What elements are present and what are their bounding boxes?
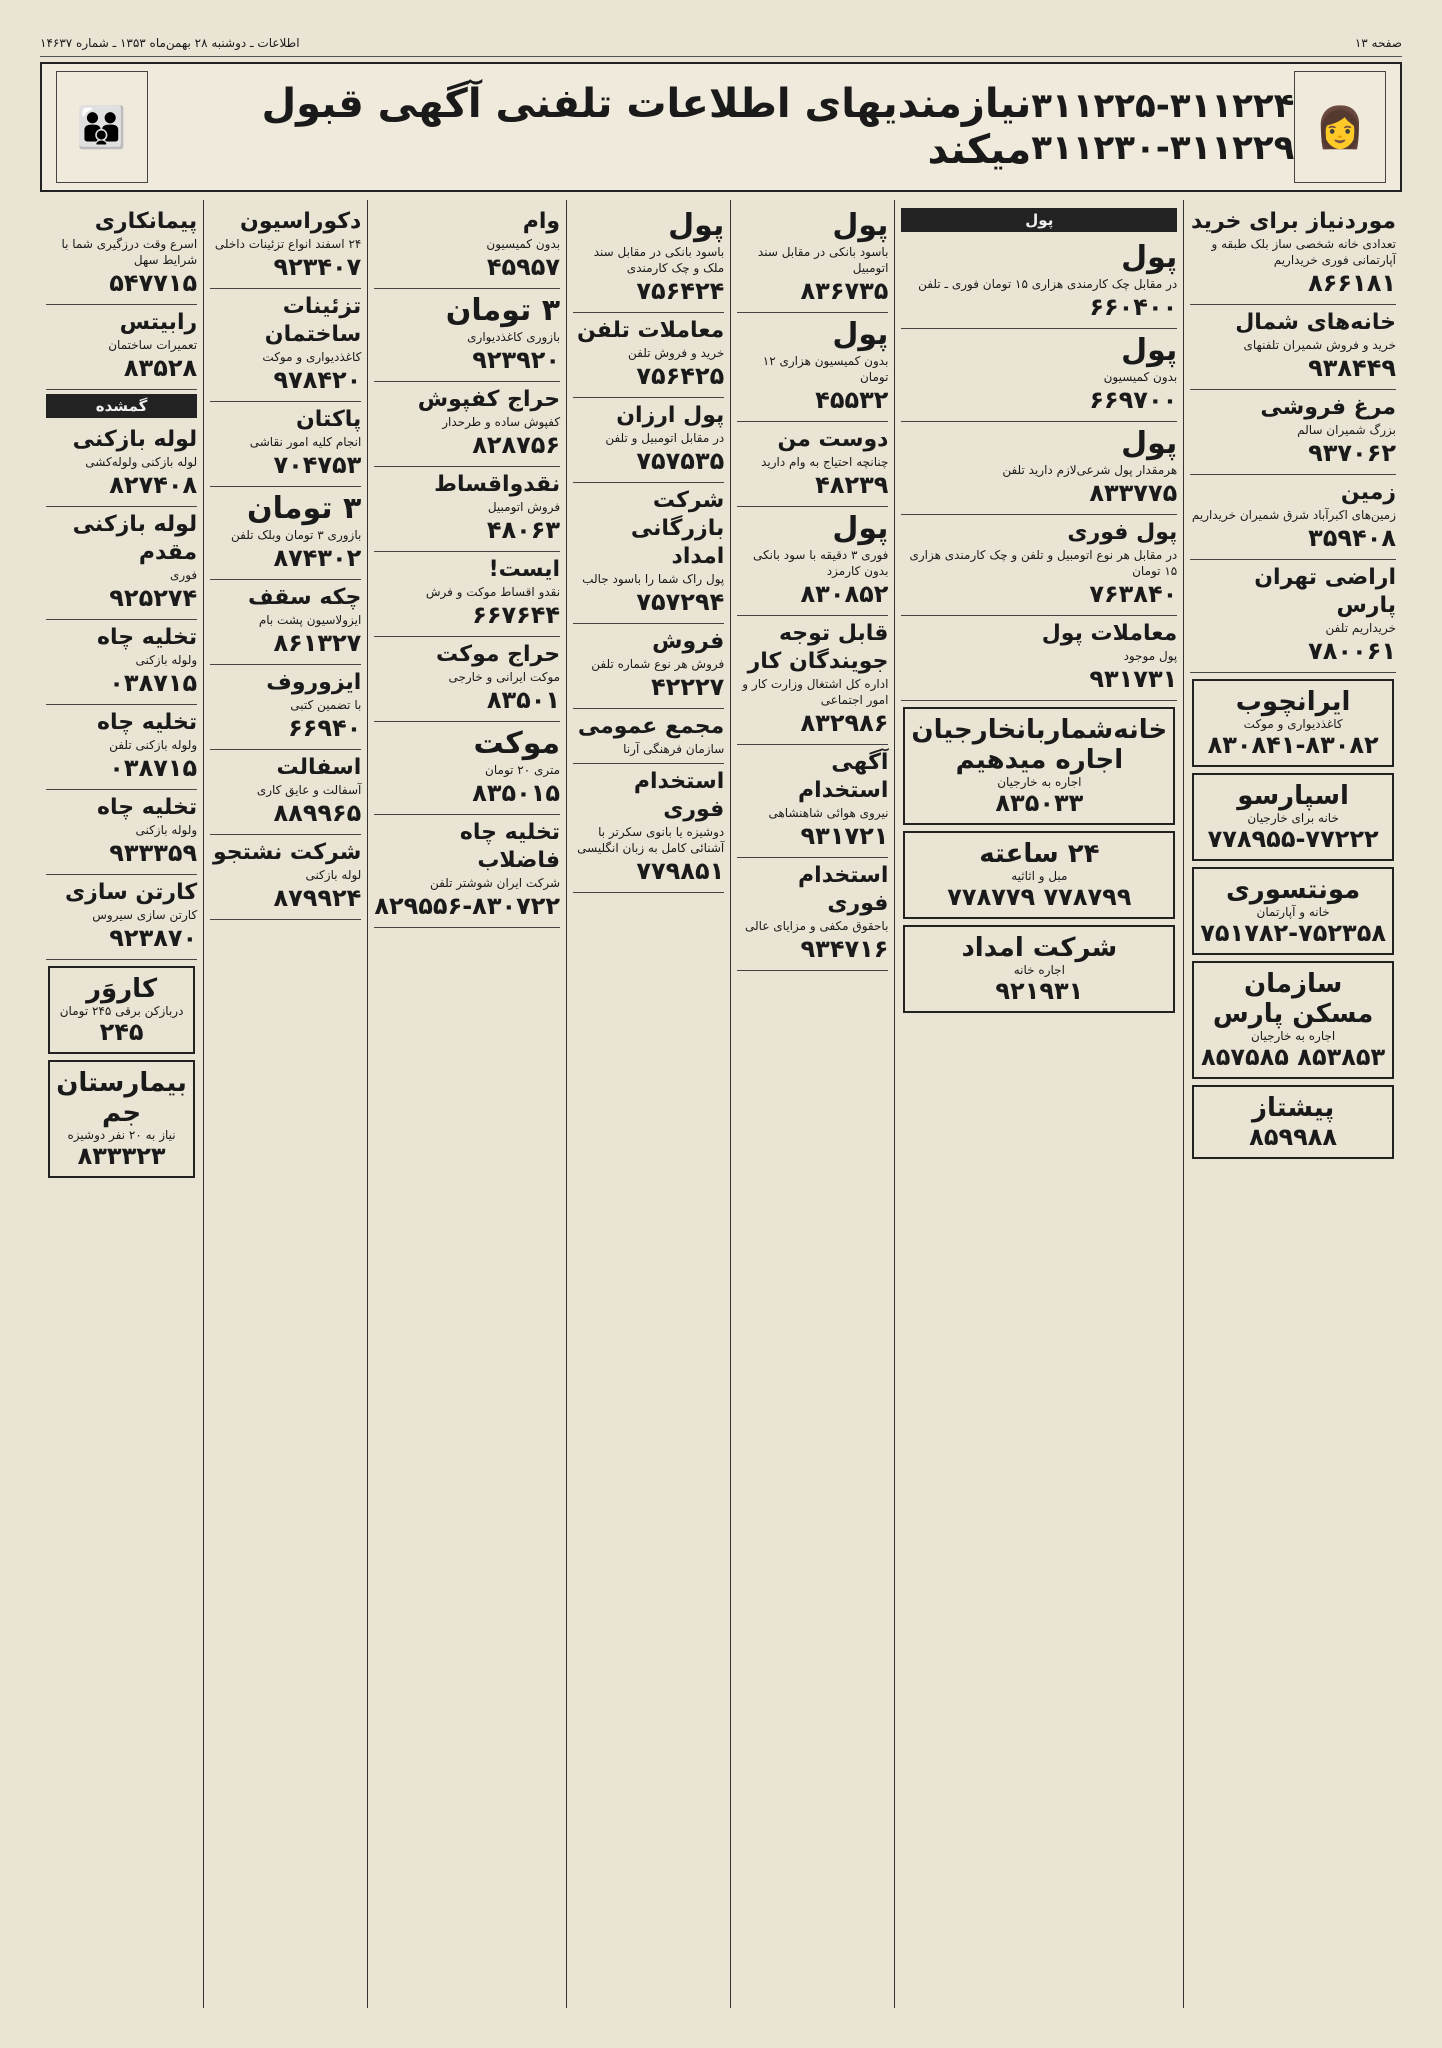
ad bbox=[46, 875, 197, 960]
ad-phone: ۷۵۶۴۲۵ bbox=[636, 362, 725, 390]
box-sub: خانه برای خارجیان bbox=[1247, 811, 1339, 825]
ad-phone: ۶۶۹۴۰ bbox=[288, 714, 362, 742]
ad-phone: ۹۳۱۷۳۱ bbox=[1089, 665, 1178, 693]
ad-phone: ۹۳۳۳۵۹ bbox=[109, 839, 198, 867]
box-sub: نیاز به ۲۰ نفر دوشیزه bbox=[67, 1128, 176, 1142]
ad bbox=[901, 515, 1177, 616]
ad-head: زمین bbox=[1340, 480, 1396, 505]
box-ad bbox=[1192, 679, 1394, 767]
ad-phone: ۸۷۴۳۰۲ bbox=[273, 544, 362, 572]
ad-body: کفپوش ساده و طرحدار bbox=[442, 415, 561, 429]
ad bbox=[210, 402, 361, 487]
box-sub: اجاره خانه bbox=[1013, 963, 1065, 977]
ad bbox=[374, 204, 560, 289]
woman-illustration-icon: 👩 bbox=[1294, 71, 1386, 183]
ad-body: فروش هر نوع شماره تلفن bbox=[591, 657, 725, 671]
ad-body: آسفالت و عایق کاری bbox=[256, 783, 362, 797]
ad-head: موردنیاز برای خرید bbox=[1190, 209, 1396, 234]
ad-phone: ۸۳۲۹۸۶ bbox=[800, 709, 889, 737]
ad-phone: ۳۵۹۴۰۸ bbox=[1308, 524, 1396, 552]
section-heading: پول bbox=[901, 208, 1177, 232]
ad-body: لوله بازکنی bbox=[305, 868, 362, 882]
box-title: ایرانچوب bbox=[1235, 687, 1351, 717]
ad-body: نقدو اقساط موکت و فرش bbox=[425, 585, 561, 599]
ad-head: اسفالت bbox=[276, 755, 362, 780]
ad bbox=[1190, 204, 1396, 305]
page-header bbox=[40, 30, 1402, 57]
ad-head: تخلیه چاه bbox=[96, 710, 198, 735]
ad bbox=[46, 422, 197, 507]
ad-phone: ۷۵۷۵۳۵ bbox=[636, 447, 725, 475]
box-phone: ۷۷۸۷۹۹ ۷۷۸۷۷۹ bbox=[947, 883, 1132, 911]
box-ad bbox=[903, 707, 1175, 825]
ad-big: پول bbox=[1121, 333, 1178, 368]
ad bbox=[374, 637, 560, 722]
ad bbox=[374, 467, 560, 552]
ad-body: هرمقدار پول شرعی‌لازم دارید تلفن bbox=[1002, 463, 1178, 477]
ad bbox=[573, 764, 724, 893]
column-4 bbox=[566, 200, 730, 2008]
ad bbox=[737, 858, 888, 971]
ad-phone: ۸۶۶۱۸۱ bbox=[1308, 269, 1396, 297]
ad-body: ولوله بازکنی bbox=[135, 823, 198, 837]
ad-phone: ۹۳۸۴۴۹ bbox=[1308, 354, 1396, 382]
ad-body: ولوله بازکنی تلفن bbox=[109, 738, 198, 752]
ad-phone: ۸۳۰۸۵۲ bbox=[800, 580, 889, 608]
ad-big: پول bbox=[832, 317, 889, 352]
ad bbox=[374, 289, 560, 382]
box-ad bbox=[903, 925, 1175, 1013]
ad-body: پول موجود bbox=[1123, 649, 1178, 663]
banner-phones bbox=[1031, 85, 1294, 169]
ad bbox=[1190, 390, 1396, 475]
ad-body: باحقوق مکفی و مزایای عالی bbox=[745, 919, 889, 933]
ad bbox=[374, 552, 560, 637]
box-phone: ۸۳۵۰۳۳ bbox=[995, 789, 1084, 817]
box-sub: کاغذدیواری و موکت bbox=[1243, 717, 1343, 731]
ad-phone: ۷۷۹۸۵۱ bbox=[636, 857, 725, 885]
ad bbox=[46, 305, 197, 390]
ad-head: پول ارزان bbox=[616, 403, 725, 428]
ad bbox=[1190, 560, 1396, 673]
ad-head: کارتن سازی bbox=[64, 880, 198, 905]
box-phone: ۸۳۰۸۴۱-۸۳۰۸۲ bbox=[1207, 731, 1379, 759]
ad-phone: ۷۶۳۸۴۰ bbox=[1089, 580, 1178, 608]
ad-body: شرکت ایران شوشتر تلفن bbox=[429, 876, 561, 890]
ad-body: باسود بانکی در مقابل سند اتومبیل bbox=[757, 245, 889, 275]
ad-head: پیمانکاری bbox=[94, 209, 198, 234]
ad-head: استخدام فوری bbox=[798, 863, 889, 916]
issue-info: اطلاعات ـ دوشنبه ۲۸ بهمن‌ماه ۱۳۵۳ ـ شماره ۱۴۶۳۷ bbox=[40, 36, 300, 50]
ad-head: حراج موکت bbox=[435, 642, 561, 667]
box-ad bbox=[1192, 961, 1394, 1079]
ad-body: لوله بازکنی ولوله‌کشی bbox=[85, 455, 198, 469]
ad-body: نیروی هوائی شاهنشاهی bbox=[768, 806, 889, 820]
ad-head: تخلیه چاه bbox=[96, 795, 198, 820]
box-phone: ۷۷۸۹۵۵-۷۷۲۲۲ bbox=[1207, 825, 1379, 853]
ad-body: بازوری کاغذدیواری bbox=[467, 330, 561, 344]
ad-phone: ۸۷۹۹۲۴ bbox=[273, 884, 362, 912]
column-5 bbox=[367, 200, 566, 2008]
box-phone: ۷۵۱۷۸۲-۷۵۲۳۵۸ bbox=[1200, 919, 1386, 947]
ad bbox=[46, 204, 197, 305]
ad-phone: ۹۲۳۸۷۰ bbox=[109, 924, 198, 952]
ad-body: بزرگ شمیران سالم bbox=[1297, 423, 1396, 437]
ad bbox=[573, 204, 724, 313]
ad-big: پول bbox=[1121, 240, 1178, 275]
column-7 bbox=[40, 200, 203, 2008]
column-3 bbox=[730, 200, 894, 2008]
box-title: خانه‌شماربانخارجیان اجاره میدهیم bbox=[911, 715, 1168, 775]
box-ad bbox=[903, 831, 1175, 919]
ad-head: دوست من bbox=[777, 427, 889, 452]
ad bbox=[210, 487, 361, 580]
ad bbox=[737, 313, 888, 422]
ad-head: تزئینات ساختمان bbox=[264, 294, 362, 347]
ad-phone: ۴۸۲۳۹ bbox=[815, 471, 889, 499]
ad bbox=[901, 616, 1177, 701]
ad-body: کاغذدیواری و موکت bbox=[262, 350, 362, 364]
ad bbox=[46, 507, 197, 620]
ad-head: ایست! bbox=[488, 557, 561, 582]
ad-phone: ۹۷۸۴۲۰ bbox=[273, 366, 362, 394]
ad-head: شرکت بازرگانی امداد bbox=[630, 488, 725, 569]
ad-head: مرغ فروشی bbox=[1260, 395, 1396, 420]
ad-head: لوله بازکنی مقدم bbox=[72, 512, 198, 565]
ad-body: بدون کمیسیون bbox=[486, 237, 561, 251]
ad bbox=[46, 620, 197, 705]
ad bbox=[210, 580, 361, 665]
box-ad bbox=[48, 1060, 195, 1178]
ad-body: بدون کمیسیون هزاری ۱۲ تومان bbox=[762, 354, 889, 384]
ad-head: شرکت نشتجو bbox=[212, 840, 362, 865]
ad-body: کارتن سازی سیروس bbox=[92, 908, 198, 922]
ad-head: وام bbox=[522, 209, 561, 234]
ad bbox=[573, 398, 724, 483]
ad bbox=[210, 750, 361, 835]
ad-body: اسرع وقت درزگیری شما با شرایط سهل bbox=[61, 237, 198, 267]
ad-body: فوری bbox=[170, 568, 198, 582]
box-ad bbox=[1192, 773, 1394, 861]
ad-body: فروش اتومبیل bbox=[487, 500, 561, 514]
ad-body: باسود بانکی در مقابل سند ملک و چک کارمندی bbox=[593, 245, 725, 275]
ad-big: ۳ تومان bbox=[247, 491, 362, 526]
ad-head: نقدواقساط bbox=[434, 472, 561, 497]
ad-body: سازمان فرهنگی آرنا bbox=[623, 742, 725, 756]
banner-phone-1: ۳۱۱۲۲۵-۳۱۱۲۲۴ bbox=[1031, 86, 1295, 126]
ad-body: با تضمین کتبی bbox=[290, 698, 362, 712]
ad bbox=[46, 705, 197, 790]
ad-big: پول bbox=[1121, 426, 1178, 461]
ad-body: خرید و فروش تلفن bbox=[628, 346, 725, 360]
box-sub: اجاره به خارجیان bbox=[1250, 1029, 1336, 1043]
box-sub: اجاره به خارجیان bbox=[997, 775, 1082, 789]
ad-head: معاملات پول bbox=[1041, 621, 1178, 646]
ad-head: فروش bbox=[652, 629, 725, 654]
ad-head: آگهی استخدام bbox=[798, 750, 889, 803]
ad bbox=[210, 204, 361, 289]
ad-body: چنانچه احتیاج به وام دارید bbox=[761, 455, 889, 469]
ad-body: ولوله بازکنی bbox=[135, 653, 198, 667]
ad-body: ایزولاسیون پشت بام bbox=[258, 613, 362, 627]
ad-phone: ۴۸۰۶۳ bbox=[486, 516, 561, 544]
box-phone: ۸۳۳۳۲۳ bbox=[77, 1142, 166, 1170]
ad bbox=[1190, 305, 1396, 390]
box-title: سازمان مسکن پارس bbox=[1212, 969, 1374, 1029]
ad-body: انجام کلیه امور نقاشی bbox=[249, 435, 362, 449]
box-title: ۲۴ ساعته bbox=[979, 839, 1100, 869]
ad bbox=[901, 329, 1177, 422]
ad bbox=[1190, 475, 1396, 560]
ad-phone: ۸۲۸۷۵۶ bbox=[472, 431, 561, 459]
ad-head: معاملات تلفن bbox=[576, 318, 725, 343]
ad-body: ۲۴ اسفند انواع تزئینات داخلی bbox=[214, 237, 362, 251]
ad bbox=[737, 616, 888, 745]
box-title: مونتسوری bbox=[1225, 875, 1361, 905]
ad bbox=[901, 422, 1177, 515]
ad-head: مجمع عمومی bbox=[577, 714, 725, 739]
banner-phone-2: ۳۱۱۲۳۰-۳۱۱۲۲۹ bbox=[1031, 128, 1295, 168]
ad-body: تعدادی خانه شخصی ساز بلک طبقه و آپارتمانی فوری خریداریم bbox=[1211, 237, 1396, 267]
ad-phone: ۸۲۹۵۵۶-۸۳۰۷۲۲ bbox=[374, 892, 561, 920]
ad-big: موکت bbox=[473, 726, 561, 761]
ad bbox=[737, 745, 888, 858]
column-6 bbox=[203, 200, 367, 2008]
ad-body: فوری ۳ دقیقه با سود بانکی بدون کارمزد bbox=[753, 548, 889, 578]
classified-columns bbox=[40, 200, 1402, 2008]
ad-head: تخلیه چاه bbox=[96, 625, 198, 650]
ad-big: پول bbox=[832, 511, 889, 546]
ad-phone: ۸۶۱۳۲۷ bbox=[273, 629, 362, 657]
ad-head: اراضی تهران پارس bbox=[1254, 565, 1396, 618]
ad-body: در مقابل اتومبیل و تلفن bbox=[605, 431, 725, 445]
ad-big: پول bbox=[668, 208, 725, 243]
ad-body: بدون کمیسیون bbox=[1103, 370, 1178, 384]
ad-phone: ۹۲۳۴۰۷ bbox=[273, 253, 362, 281]
ad bbox=[737, 204, 888, 313]
ad-body: اداره کل اشتغال وزارت کار و امور اجتماعی bbox=[742, 677, 889, 707]
ad bbox=[210, 289, 361, 402]
ad-head: استخدام فوری bbox=[633, 769, 725, 822]
box-sub: خانه و آپارتمان bbox=[1256, 905, 1330, 919]
ad-body: پول راک شما را باسود جالب bbox=[582, 572, 725, 586]
ad bbox=[573, 313, 724, 398]
ad-phone: ۰۳۸۷۱۵ bbox=[109, 754, 198, 782]
ad-head: خانه‌های شمال bbox=[1235, 310, 1396, 335]
ad-phone: ۷۸۰۰۶۱ bbox=[1308, 637, 1396, 665]
ad-phone: ۸۳۶۷۳۵ bbox=[800, 277, 889, 305]
ad-body: تعمیرات ساختمان bbox=[108, 338, 198, 352]
ad-head: پول فوری bbox=[1067, 520, 1178, 545]
ad-head: پاکتان bbox=[295, 407, 362, 432]
box-ad bbox=[1192, 867, 1394, 955]
ad-head: ایزوروف bbox=[266, 670, 362, 695]
ad-head: حراج کفپوش bbox=[417, 387, 561, 412]
ad-phone: ۹۳۷۰۶۲ bbox=[1308, 439, 1396, 467]
ad-phone: ۰۳۸۷۱۵ bbox=[109, 669, 198, 697]
ad-phone: ۸۳۵۲۸ bbox=[123, 354, 198, 382]
ad-body: در مقابل چک کارمندی هزاری ۱۵ تومان فوری ـ تلفن bbox=[918, 277, 1178, 291]
ad-phone: ۹۳۱۷۲۱ bbox=[800, 822, 889, 850]
ad-head: دکوراسیون bbox=[240, 209, 362, 234]
ad-phone: ۷۵۷۲۹۴ bbox=[636, 588, 725, 616]
ad bbox=[573, 709, 724, 764]
ad bbox=[737, 422, 888, 507]
ad bbox=[210, 835, 361, 920]
ad-body: متری ۲۰ تومان bbox=[485, 763, 561, 777]
ad bbox=[374, 815, 560, 928]
box-phone: ۹۲۱۹۳۱ bbox=[995, 977, 1084, 1005]
ad-head: رابیتس bbox=[119, 310, 198, 335]
box-phone: ۸۵۳۸۵۳ ۸۵۷۵۸۵ bbox=[1201, 1043, 1386, 1071]
ad-phone: ۷۰۴۷۵۳ bbox=[273, 451, 362, 479]
ad-head: تخلیه چاه فاضلاب bbox=[459, 820, 561, 873]
banner-title: نیازمندیهای اطلاعات تلفنی آگهی قبول میکند bbox=[261, 81, 1032, 173]
ad-phone: ۶۶۷۶۴۴ bbox=[472, 601, 561, 629]
page-number: صفحه ۱۳ bbox=[1354, 36, 1402, 50]
box-phone: ۲۴۵ bbox=[99, 1018, 144, 1046]
column-1 bbox=[1183, 200, 1402, 2008]
ad bbox=[374, 382, 560, 467]
box-title: بیمارستان جم bbox=[56, 1068, 187, 1128]
ad-phone: ۸۸۹۹۶۵ bbox=[273, 799, 362, 827]
ad-body: بازوری ۳ تومان وبلک تلفن bbox=[231, 528, 362, 542]
top-banner bbox=[40, 62, 1402, 192]
ad-big: ۳ تومان bbox=[445, 293, 561, 328]
ad-body: دوشیزه یا بانوی سکرتر با آشنائی کامل به زبان انگلیسی bbox=[577, 825, 725, 855]
ad-phone: ۸۳۵۰۱۵ bbox=[472, 779, 561, 807]
box-title: شرکت امداد bbox=[961, 933, 1118, 963]
ad-head: چکه سقف bbox=[248, 585, 362, 610]
column-2 bbox=[894, 200, 1183, 2008]
ad-phone: ۴۲۲۲۷ bbox=[651, 673, 725, 701]
box-sub: مبل و اثاثیه bbox=[1011, 869, 1068, 883]
ad-phone: ۹۲۳۹۲۰ bbox=[472, 346, 561, 374]
ad-phone: ۹۳۴۷۱۶ bbox=[800, 935, 889, 963]
ad bbox=[737, 507, 888, 616]
ad-head: قابل توجه جویندگان کار bbox=[747, 621, 889, 674]
box-title: کاروَر bbox=[86, 974, 158, 1004]
box-phone: ۸۵۹۹۸۸ bbox=[1249, 1123, 1338, 1151]
ad bbox=[901, 236, 1177, 329]
ad-phone: ۴۵۹۵۷ bbox=[486, 253, 561, 281]
ad bbox=[573, 483, 724, 624]
ad-phone: ۶۶۰۴۰۰ bbox=[1089, 293, 1178, 321]
ad-phone: ۹۲۵۲۷۴ bbox=[109, 584, 198, 612]
box-title: پیشتاز bbox=[1252, 1093, 1335, 1123]
ad-body: خرید و فروش شمیران تلفنهای bbox=[1243, 338, 1396, 352]
ad-phone: ۵۴۷۷۱۵ bbox=[109, 269, 198, 297]
box-title: اسپارسو bbox=[1237, 781, 1349, 811]
ad-body: خریداریم تلفن bbox=[1325, 621, 1396, 635]
ad-phone: ۴۵۵۳۲ bbox=[815, 386, 889, 414]
ad-big: پول bbox=[832, 208, 889, 243]
box-ad bbox=[48, 966, 195, 1054]
ad-phone: ۶۶۹۷۰۰ bbox=[1089, 386, 1178, 414]
box-ad bbox=[1192, 1085, 1394, 1159]
ad bbox=[573, 624, 724, 709]
ad-body: در مقابل هر نوع اتومبیل و تلفن و چک کارمندی هزاری ۱۵ تومان bbox=[909, 548, 1178, 578]
ad-phone: ۷۵۶۴۲۴ bbox=[636, 277, 725, 305]
ad-phone: ۸۲۷۴۰۸ bbox=[109, 471, 198, 499]
ad-body: موکت ایرانی و خارجی bbox=[448, 670, 561, 684]
ad bbox=[46, 790, 197, 875]
ad-body: زمین‌های اکبرآباد شرق شمیران خریداریم bbox=[1191, 508, 1396, 522]
family-illustration-icon: 👪 bbox=[56, 71, 148, 183]
ad-phone: ۸۳۵۰۱ bbox=[486, 686, 561, 714]
ad bbox=[210, 665, 361, 750]
ad bbox=[374, 722, 560, 815]
ad-head: لوله بازکنی bbox=[72, 427, 198, 452]
section-heading: گمشده bbox=[46, 394, 197, 418]
ad-phone: ۸۳۳۷۷۵ bbox=[1089, 479, 1178, 507]
box-sub: دربازکن برقی ۲۴۵ تومان bbox=[59, 1004, 184, 1018]
